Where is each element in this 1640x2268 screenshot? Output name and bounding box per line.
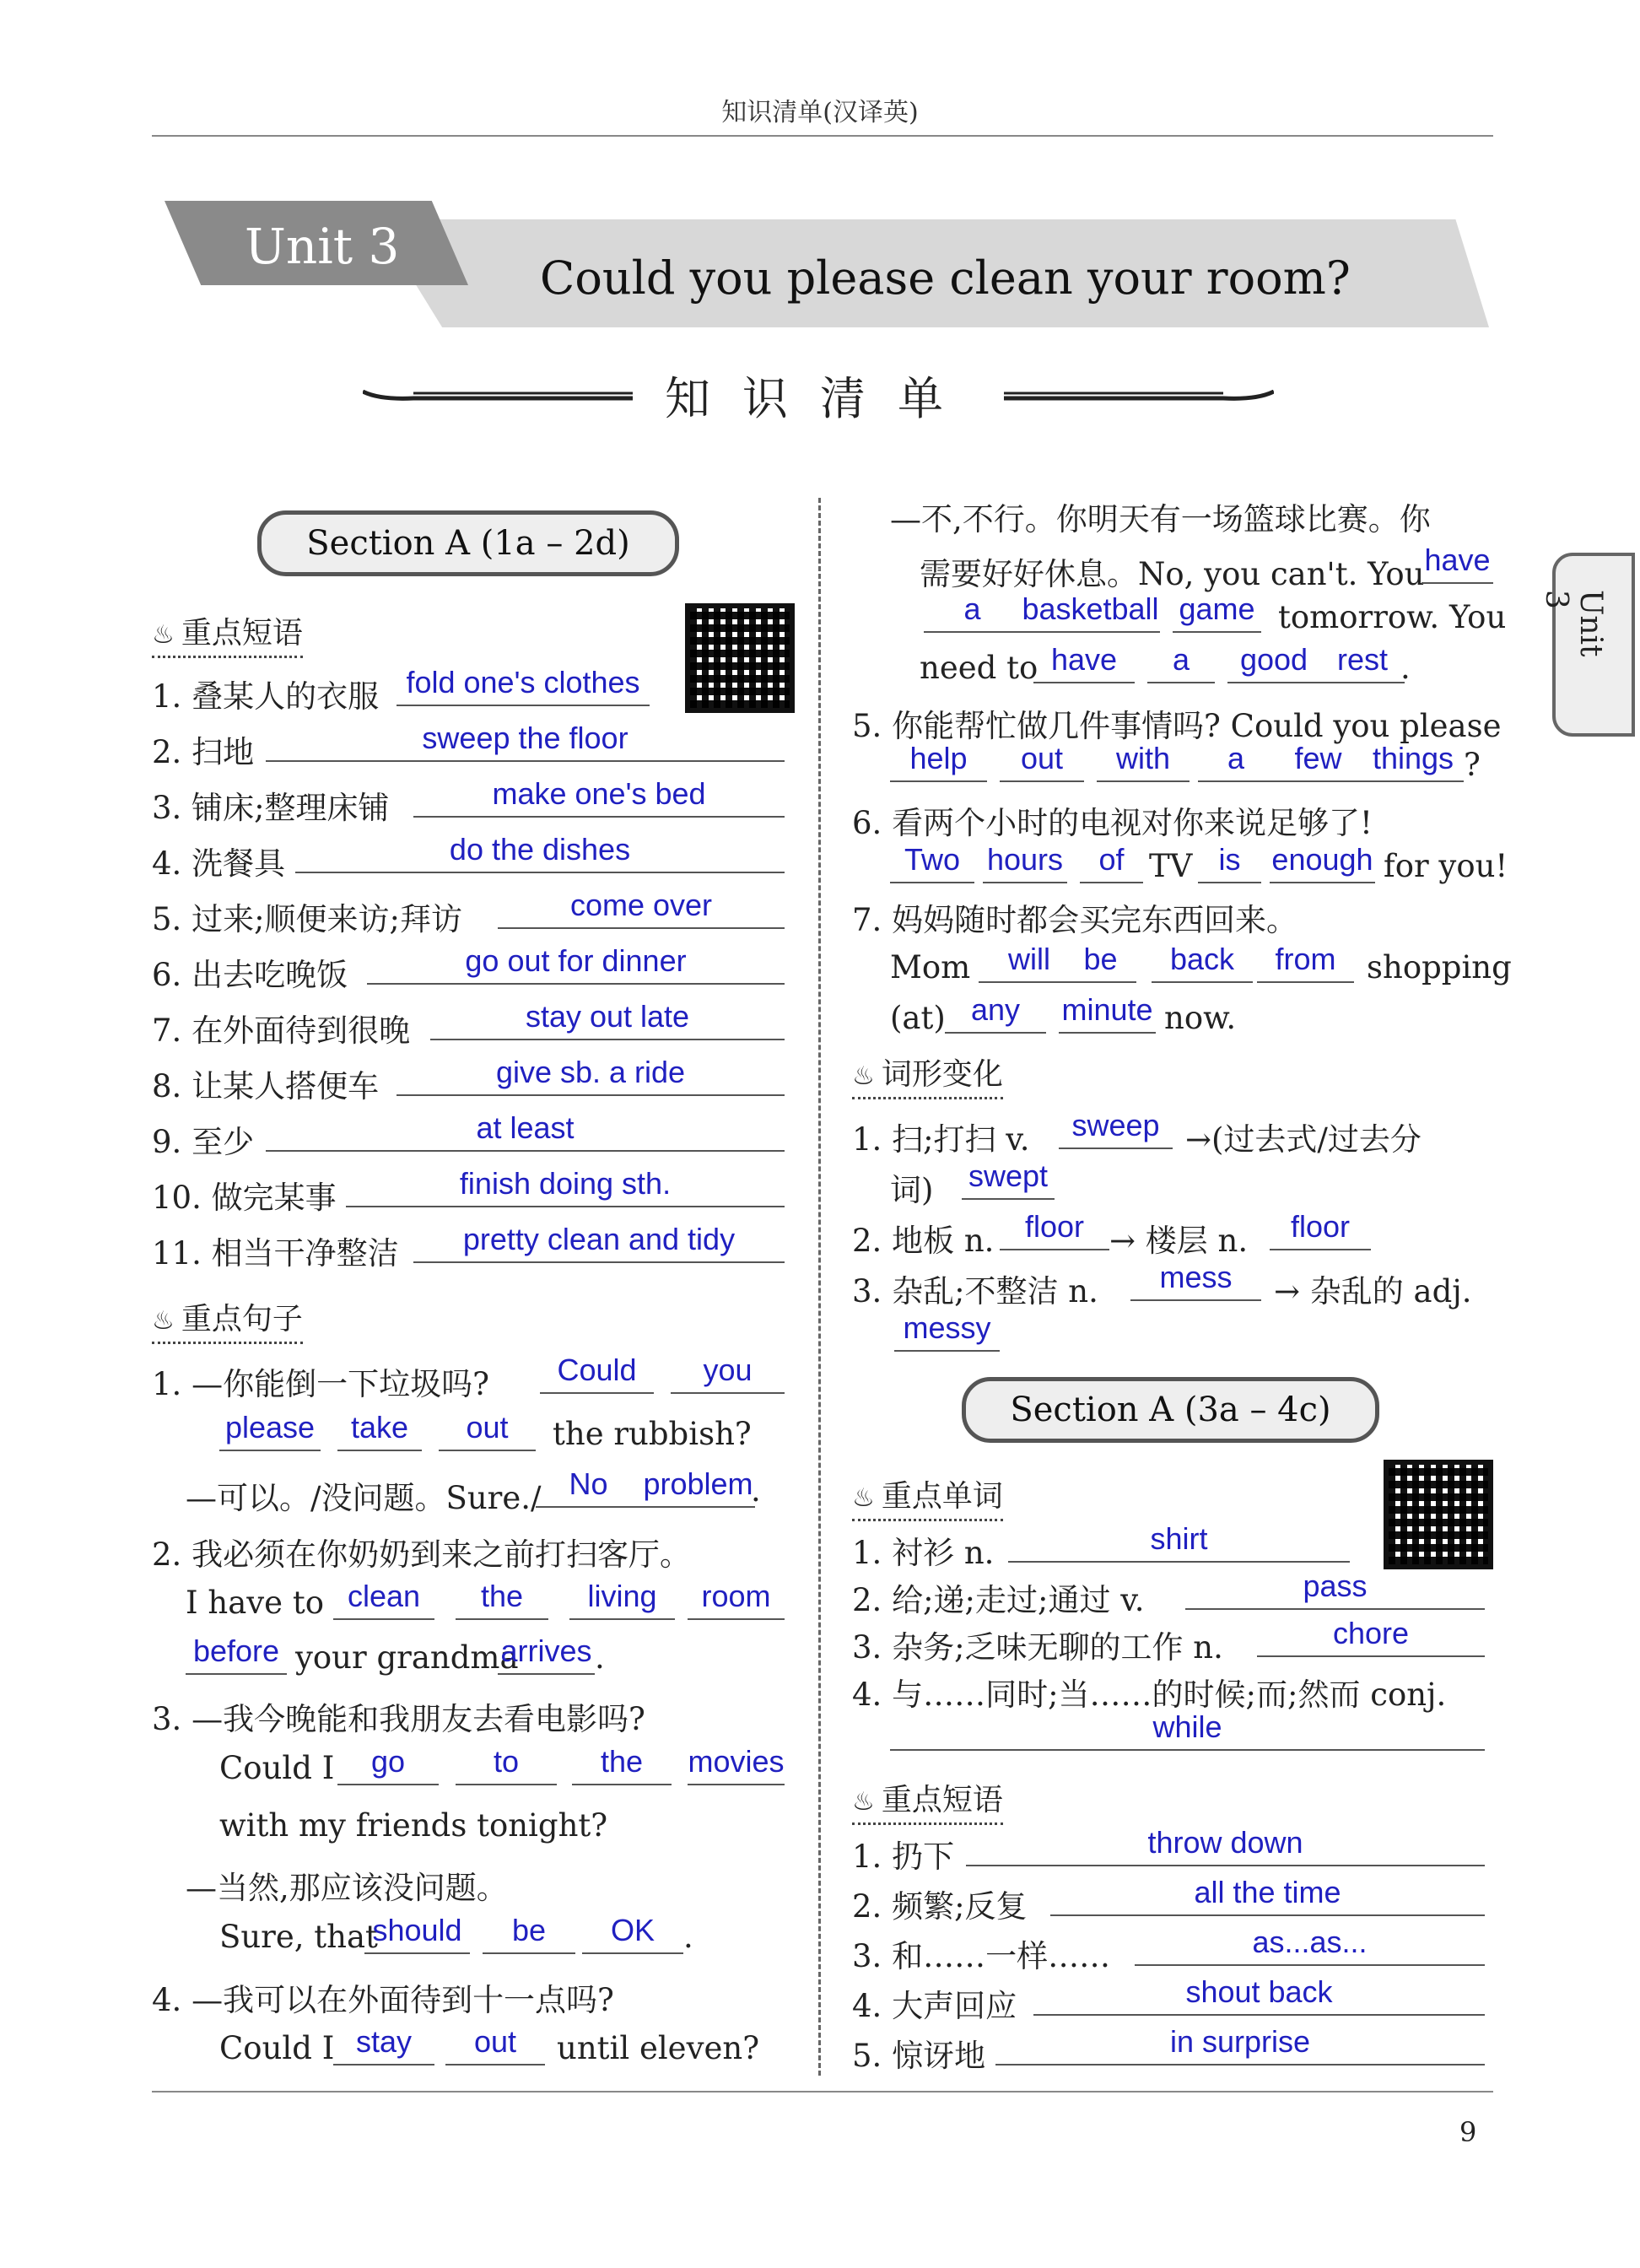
period: . — [751, 1472, 761, 1509]
s4-blank: stay — [333, 2022, 434, 2066]
phrases-heading-text: 重点短语 — [181, 616, 303, 651]
word-answer: shirt — [1008, 1519, 1350, 1563]
phrase-question: 4. 洗餐具 — [152, 845, 286, 882]
phrase-answer: pretty clean and tidy — [413, 1219, 785, 1263]
phrase-answer: give sb. a ride — [397, 1052, 785, 1096]
reply-blank: rest — [1320, 640, 1405, 683]
phrase-answer: stay out late — [430, 996, 785, 1040]
s3-blank: movies — [688, 1742, 785, 1785]
s3-blank: the — [572, 1742, 672, 1785]
sentence-3-q: 3. —我今晚能和我朋友去看电影吗? — [152, 1701, 645, 1737]
s2-blank: before — [186, 1631, 287, 1675]
period: . — [683, 1919, 693, 1955]
s7-end: now. — [1164, 1000, 1237, 1036]
phrase2-question: 1. 扔下 — [852, 1839, 955, 1875]
phrases2-heading — [852, 1776, 1003, 1825]
phrase-question: 1. 叠某人的衣服 — [152, 678, 380, 715]
s7-blank: be — [1065, 939, 1136, 983]
s1-blank: out — [439, 1407, 536, 1451]
page-number: 9 — [1459, 2116, 1477, 2148]
sentence-7-q: 7. 妈妈随时都会买完东西回来。 — [852, 902, 1298, 938]
word-answer: while — [890, 1707, 1485, 1751]
section-a1-box: Section A (1a – 2d) — [257, 510, 679, 576]
s3-reply-blank: be — [483, 1910, 575, 1954]
key-words-heading-text: 重点单词 — [881, 1479, 1003, 1514]
word-question: 3. 杂务;乏味无聊的工作 n. — [852, 1629, 1223, 1666]
s6-blank: Two — [890, 840, 974, 883]
reply-blank: a — [1147, 640, 1215, 683]
phrase2-answer: throw down — [966, 1822, 1485, 1866]
sentences-heading — [152, 1295, 303, 1344]
word-forms-heading — [852, 1050, 1003, 1099]
steam-icon: ♨ — [852, 1483, 875, 1513]
s1-blank: take — [337, 1407, 422, 1451]
s7-pre: Mom — [890, 949, 971, 986]
s2-blank: the — [456, 1576, 548, 1620]
section-a2-box: Section A (3a – 4c) — [962, 1377, 1379, 1443]
wf2-blank: floor — [1270, 1207, 1371, 1250]
reply-blank: have — [1033, 640, 1135, 683]
wf3-q: 3. 杂乱;不整洁 n. — [852, 1273, 1098, 1310]
side-tab-label: Unit 3 — [1539, 590, 1608, 657]
s7-at: (at) — [890, 1000, 946, 1036]
sentences-heading-text: 重点句子 — [181, 1302, 303, 1336]
s5-blank: a — [1198, 738, 1274, 782]
word-forms-heading-text: 词形变化 — [881, 1057, 1003, 1092]
s4-pre: Could I — [219, 2030, 335, 2066]
phrase2-answer: all the time — [1050, 1872, 1485, 1916]
s2-pre: I have to — [186, 1585, 324, 1621]
qr-code-icon — [685, 603, 795, 713]
phrase-question: 8. 让某人搭便车 — [152, 1068, 380, 1104]
sentence-2-q: 2. 我必须在你奶奶到来之前打扫客厅。 — [152, 1536, 692, 1573]
qr-code-icon — [1384, 1460, 1493, 1569]
wf1-blank: swept — [962, 1156, 1055, 1200]
phrases2-heading-text: 重点短语 — [881, 1783, 1003, 1817]
word-question: 2. 给;递;走过;通过 v. — [852, 1582, 1145, 1618]
s5-blank: help — [890, 738, 987, 782]
phrase-answer: go out for dinner — [367, 941, 785, 985]
question-mark: ? — [1464, 747, 1481, 783]
phrase-question: 6. 出去吃晚饭 — [152, 957, 348, 993]
phrase2-question: 3. 和……一样…… — [852, 1938, 1111, 1974]
s3-reply-blank: OK — [582, 1910, 683, 1954]
word-answer: chore — [1257, 1613, 1485, 1657]
wf1-blank: sweep — [1059, 1105, 1173, 1149]
s6-blank: is — [1198, 840, 1261, 883]
phrase-answer: fold one's clothes — [397, 662, 650, 706]
phrase-question: 5. 过来;顺便来访;拜访 — [152, 901, 462, 937]
period: . — [1400, 650, 1411, 686]
s1-blank: Could — [540, 1350, 654, 1394]
s3-blank: to — [456, 1742, 557, 1785]
wf3-mid: → 杂乱的 adj. — [1274, 1273, 1472, 1310]
wf1-mid: →(过去式/过去分 — [1185, 1121, 1422, 1158]
reply-blank: a — [924, 589, 1021, 633]
phrase-question: 7. 在外面待到很晚 — [152, 1012, 411, 1049]
s7-blank: minute — [1059, 990, 1156, 1034]
running-header: 知识清单(汉译英) — [721, 98, 919, 127]
s5-blank: with — [1097, 738, 1190, 782]
s7-blank: any — [945, 990, 1046, 1034]
s2-blank: room — [688, 1576, 785, 1620]
wf2-mid: → 楼层 n. — [1109, 1223, 1249, 1259]
phrase-question: 9. 至少 — [152, 1124, 255, 1160]
s6-blank: hours — [983, 840, 1067, 883]
s3-reply-pre: Sure, that — [219, 1919, 378, 1955]
phrase2-answer: as...as... — [1135, 1922, 1485, 1966]
s1-blank: please — [219, 1407, 321, 1451]
s1-reply-blank: problem — [641, 1464, 755, 1508]
s1-reply: —可以。/没问题。Sure./ — [186, 1480, 542, 1516]
steam-icon: ♨ — [852, 1061, 875, 1091]
sentence-1-q: 1. —你能倒一下垃圾吗? — [152, 1366, 489, 1402]
phrase2-answer: in surprise — [995, 2022, 1485, 2066]
s5-blank: out — [1000, 738, 1084, 782]
steam-icon: ♨ — [152, 620, 175, 650]
word-answer: pass — [1185, 1566, 1485, 1610]
s3-reply: —当然,那应该没问题。 — [186, 1870, 508, 1906]
s4-blank: out — [445, 2022, 545, 2066]
reply-line-3-end: tomorrow. You — [1278, 599, 1507, 635]
s4-end: until eleven? — [557, 2030, 760, 2066]
wf1-2: 词) — [890, 1172, 934, 1208]
s3-pre: Could I — [219, 1750, 335, 1786]
s2-mid: your grandma — [295, 1639, 519, 1676]
side-tab — [1539, 553, 1635, 737]
phrase-question: 11. 相当干净整洁 — [152, 1235, 399, 1272]
s6-blank: of — [1080, 840, 1143, 883]
wf1-q: 1. 扫;打扫 v. — [852, 1121, 1030, 1158]
wf2-blank: floor — [1000, 1207, 1109, 1250]
wf2-q: 2. 地板 n. — [852, 1223, 995, 1259]
wf3-blank: mess — [1130, 1257, 1261, 1301]
phrase2-question: 2. 频繁;反复 — [852, 1888, 1028, 1925]
steam-icon: ♨ — [152, 1306, 175, 1336]
unit-label: Unit 3 — [245, 218, 400, 275]
steam-icon: ♨ — [852, 1787, 875, 1817]
wf3-blank: messy — [894, 1308, 1000, 1352]
reply-line-2: 需要好好休息。No, you can't. You — [920, 556, 1425, 592]
period: . — [595, 1639, 605, 1676]
phrase2-answer: shout back — [1033, 1972, 1485, 2016]
s7-mid: shopping — [1367, 949, 1512, 986]
reply-blank: basketball — [1021, 589, 1160, 633]
sentence-5-q: 5. 你能帮忙做几件事情吗? Could you please — [852, 708, 1502, 744]
sentence-6-q: 6. 看两个小时的电视对你来说足够了! — [852, 805, 1373, 841]
s2-blank: clean — [333, 1576, 434, 1620]
s1-blank: you — [671, 1350, 785, 1394]
reply-blank: good — [1227, 640, 1320, 683]
s3-blank: go — [337, 1742, 439, 1785]
s3-end: with my friends tonight? — [219, 1807, 608, 1844]
s6-end: for you! — [1384, 848, 1508, 884]
header-rule — [152, 135, 1493, 137]
s1-end: the rubbish? — [553, 1416, 752, 1452]
phrases-heading — [152, 609, 303, 658]
s1-reply-blank: No — [536, 1464, 641, 1508]
phrase-answer: finish doing sth. — [346, 1164, 785, 1207]
key-words-heading — [852, 1472, 1003, 1521]
s2-blank: arrives — [498, 1631, 595, 1675]
word-question: 4. 与……同时;当……的时候;而;然而 conj. — [852, 1677, 1447, 1713]
unit-banner — [165, 201, 1489, 327]
s2-blank: living — [569, 1576, 675, 1620]
phrase-answer: make one's bed — [413, 774, 785, 818]
reply-blank: have — [1422, 540, 1493, 584]
phrase-question: 2. 扫地 — [152, 734, 255, 770]
phrase-answer: come over — [498, 885, 785, 929]
s7-blank: will — [979, 939, 1080, 983]
s5-blank: few — [1274, 738, 1362, 782]
column-divider — [818, 498, 821, 2076]
phrase2-question: 4. 大声回应 — [852, 1988, 1017, 2024]
s3-reply-blank: should — [364, 1910, 470, 1954]
reply-line-1: —不,不行。你明天有一场篮球比赛。你 — [890, 501, 1431, 537]
phrase2-question: 5. 惊讶地 — [852, 2038, 986, 2074]
phrase-question: 3. 铺床;整理床铺 — [152, 790, 390, 826]
s7-blank: from — [1257, 939, 1354, 983]
s5-blank: things — [1362, 738, 1464, 782]
phrase-answer: do the dishes — [295, 829, 785, 873]
phrase-answer: sweep the floor — [266, 718, 785, 762]
s6-tv: TV — [1149, 848, 1193, 884]
phrase-question: 10. 做完某事 — [152, 1180, 337, 1216]
reply-line-4-pre: need to — [920, 650, 1038, 686]
title-ornament-right — [1004, 390, 1274, 402]
phrase-answer: at least — [266, 1108, 785, 1152]
unit-title: Could you please clean your room? — [540, 251, 1351, 305]
word-question: 1. 衬衫 n. — [852, 1535, 995, 1571]
sentence-4-q: 4. —我可以在外面待到十一点吗? — [152, 1982, 614, 2018]
s7-blank: back — [1152, 939, 1253, 983]
footer-rule — [152, 2091, 1493, 2092]
s6-blank: enough — [1270, 840, 1375, 883]
section-title: 知识清单 — [665, 372, 975, 425]
reply-blank: game — [1173, 589, 1261, 633]
